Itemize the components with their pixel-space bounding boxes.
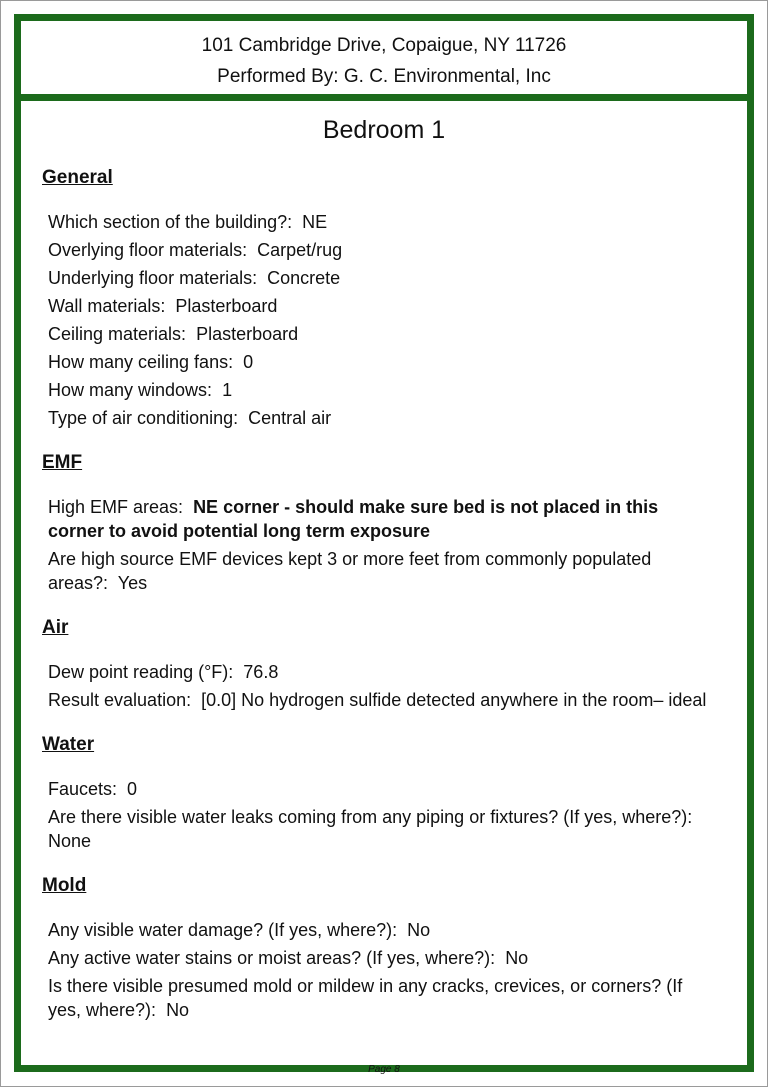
field-value: 0 [127,779,138,799]
field-label: Are high source EMF devices kept 3 or more feet from commonly populated areas?: [48,549,652,593]
section-title-general: General [42,167,113,188]
field-label: Is there visible presumed mold or mildew in any cracks, crevices, or corners? (If yes, where?): [48,976,683,1020]
field-label: Are there visible water leaks coming from any piping or fixtures? (If yes, where?): [48,807,693,827]
field-row [48,805,717,853]
field-label: Type of air conditioning: [48,408,239,428]
report-header [21,21,747,101]
field-row [48,688,717,712]
field-row [48,210,717,234]
field-value: Concrete [267,268,341,288]
field-value: None [48,831,92,851]
field-value: 76.8 [243,662,279,682]
field-row [48,777,717,801]
field-value: 0 [243,352,254,372]
field-row [48,294,717,318]
section-mold [42,874,717,1022]
field-row [48,946,717,970]
performed-by: Performed By: G. C. Environmental, Inc [217,66,551,87]
field-value: Plasterboard [196,324,299,344]
section-title-mold: Mold [42,875,87,896]
field-label: How many windows: [48,380,213,400]
field-row [48,350,717,374]
section-air [42,616,717,712]
field-row [48,547,717,595]
field-label: Overlying floor materials: [48,240,248,260]
field-label: Any visible water damage? (If yes, where?): [48,920,398,940]
field-value: 1 [222,380,233,400]
field-value: No [505,948,529,968]
field-label: Dew point reading (°F): [48,662,234,682]
page-number: Page 8 [368,1064,400,1075]
section-water [42,733,717,853]
field-row [48,918,717,942]
field-row [48,378,717,402]
field-value: Plasterboard [175,296,278,316]
field-row [48,495,717,543]
field-row [48,406,717,430]
field-label: Which section of the building?: [48,212,293,232]
field-label: Ceiling materials: [48,324,187,344]
field-value: Yes [117,573,148,593]
field-label: How many ceiling fans: [48,352,234,372]
field-value: Central air [248,408,332,428]
field-label: High EMF areas: [48,497,184,517]
field-value: NE corner - should make sure bed is not placed in this corner to avoid potential long term exposure [48,497,659,541]
field-row [48,974,717,1022]
section-emf [42,451,717,595]
section-title-water: Water [42,734,95,755]
property-address: 101 Cambridge Drive, Copaigue, NY 11726 [201,35,567,56]
field-value: Carpet/rug [257,240,343,260]
report-frame [14,14,754,1075]
field-value: NE [302,212,328,232]
field-label: Underlying floor materials: [48,268,258,288]
field-label: Faucets: [48,779,118,799]
field-row [48,322,717,346]
section-title-air: Air [42,617,69,638]
room-title: Bedroom 1 [322,116,446,144]
field-row [48,660,717,684]
field-value: No [407,920,431,940]
section-title-emf: EMF [42,452,83,473]
field-label: Result evaluation: [48,690,192,710]
field-value: No [166,1000,190,1020]
field-row [48,238,717,262]
field-value: [0.0] No hydrogen sulfide detected anywhere in the room– ideal [201,690,707,710]
section-general [42,166,717,430]
field-label: Any active water stains or moist areas? (If yes, where?): [48,948,496,968]
field-label: Wall materials: [48,296,166,316]
field-row [48,266,717,290]
